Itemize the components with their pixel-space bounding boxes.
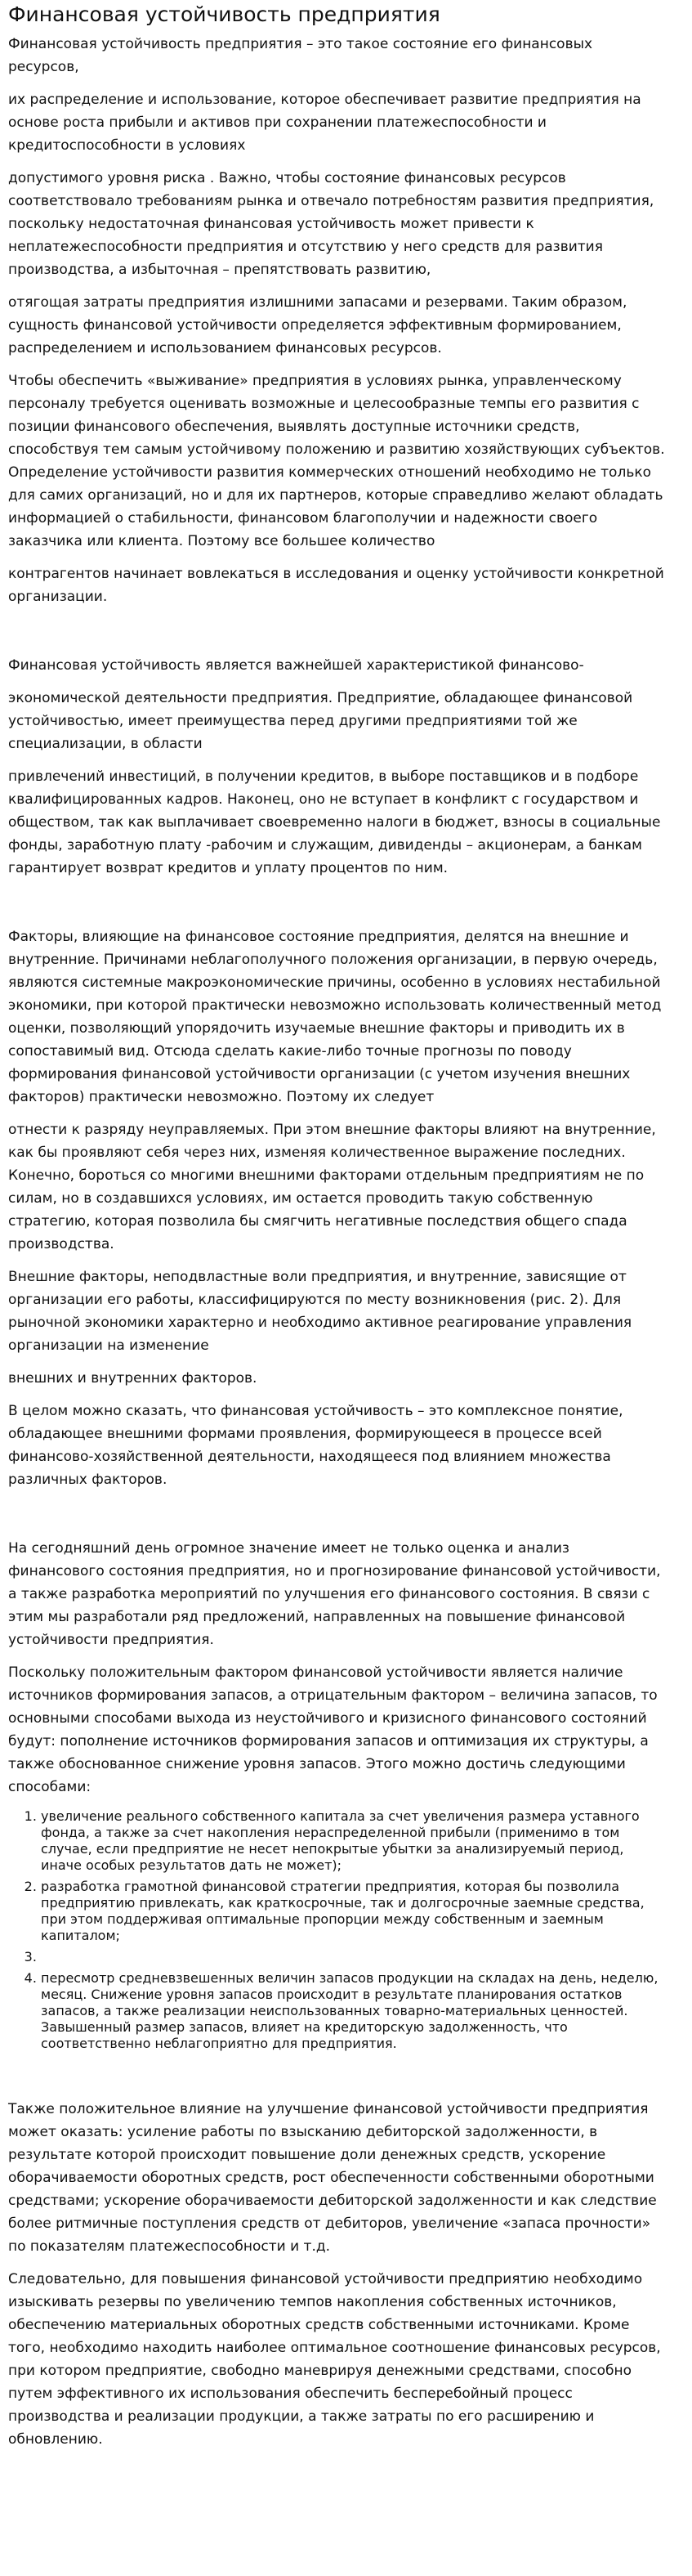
paragraph: контрагентов начинает вовлекаться в исследования и оценку устойчивости конкретной организации. <box>8 566 664 605</box>
paragraph: внешних и внутренних факторов. <box>8 1370 257 1387</box>
document-title: Финансовая устойчивость предприятия <box>8 2 440 26</box>
paragraph: Внешние факторы, неподвластные воли предприятия, и внутренние, зависящие от организации его работы, классифицируются по месту возникновения (рис. 2). Для рыночной экономики характерно и необходимо активное реагирование управления организации на изменение <box>8 1269 632 1354</box>
section-spacer <box>8 2062 667 2098</box>
paragraph: отнести к разряду неуправляемых. При этом внешние факторы влияют на внутренние, как бы проявляют себя через них, изменяя количественное выражение последних. Конечно, бороться со многими внешними факторами отдельным предприятиям не по силам, но в создавшихся условиях, им остается проводить такую собственную стратегию, которая позволила бы смягчить негативные последствия общего спада производства. <box>8 1122 656 1252</box>
paragraph: Финансовая устойчивость предприятия – это такое состояние его финансовых ресурсов, <box>8 36 593 75</box>
paragraph: Следовательно, для повышения финансовой устойчивости предприятию необходимо изыскивать резервы по увеличению темпов накопления собственных источников, обеспечению материальных оборотных средств собственными источниками. Кроме того, необходимо находить наиболее оптимальное соотношение финансовых ресурсов, при котором предприятие, свободно маневрируя денежными средствами, способно путем эффективного их использования обеспечить бесперебойный процесс производства и реализации продукции, а также затраты по его расширению и обновлению. <box>8 2271 661 2448</box>
paragraph: Поскольку положительным фактором финансовой устойчивости является наличие источников формирования запасов, а отрицательным фактором – величина запасов, то основными способами выхода из неустойчивого и кризисного финансового состояний будут: пополнение источников формирования запасов и оптимизация их структуры, а также обоснованное снижение уровня запасов. Этого можно достичь следующими способами: <box>8 1664 658 1795</box>
section-spacer <box>8 889 667 925</box>
list-item: 1. увеличение реального собственного капитала за счет увеличения размера уставного фонда, а также за счет накопления нераспределенной прибыли (применимо в том случае, если предприятие не несет непокрытые убытки за анализируемый период, иначе особых результатов дать не может); <box>41 1808 667 1874</box>
section-spacer <box>8 618 667 654</box>
list-item <box>41 1949 667 1965</box>
measures-list <box>8 1808 667 2052</box>
list-item: 4. пересмотр средневзвешенных величин запасов продукции на складах на день, неделю, месяц. Снижение уровня запасов происходит в результате планирования остатков запасов, а также реализации неиспользованных товарно-материальных ценностей. Завышенный размер запасов, влияет на кредиторскую задолженность, что соответственно неблагоприятно для предприятия. <box>41 1970 667 2052</box>
section-spacer <box>8 1501 667 1537</box>
paragraph: Также положительное влияние на улучшение финансовой устойчивости предприятия может оказать: усиление работы по взысканию дебиторской задолженности, в результате которой происходит повышение доли денежных средств, ускорение оборачиваемости оборотных средств, рост обеспеченности собственными оборотными средствами; ускорение оборачиваемости дебиторской задолженности и как следствие более ритмичные поступления средств от дебиторов, увеличение «запаса прочности» по показателям платежеспособности и т.д. <box>8 2101 657 2255</box>
paragraph: Чтобы обеспечить «выживание» предприятия в условиях рынка, управленческому персоналу требуется оценивать возможные и целесообразные темпы его развития с позиции финансового обеспечения, выявлять доступные источники средств, способствуя тем самым устойчивому положению и развитию хозяйствующих субъектов. Определение устойчивости развития коммерческих отношений необходимо не только для самих организаций, но и для их партнеров, которые справедливо желают обладать информацией о стабильности, финансовом благополучии и надежности своего заказчика или клиента. Поэтому все большее количество <box>8 373 665 549</box>
paragraph: Финансовая устойчивость является важнейшей характеристикой финансово- <box>8 657 584 674</box>
paragraph: их распределение и использование, которое обеспечивает развитие предприятия на основе роста прибыли и активов при сохранении платежеспособности и кредитоспособности в условиях <box>8 92 641 154</box>
paragraph: отягощая затраты предприятия излишними запасами и резервами. Таким образом, сущность финансовой устойчивости определяется эффективным формированием, распределением и использованием финансовых ресурсов. <box>8 294 627 356</box>
list-item: 2. разработка грамотной финансовой стратегии предприятия, которая бы позволила предприятию привлекать, как краткосрочные, так и долгосрочные заемные средства, при этом поддерживая оптимальные пропорции между собственным и заемным капиталом; <box>41 1879 667 1944</box>
paragraph: допустимого уровня риска . Важно, чтобы состояние финансовых ресурсов соответствовало требованиям рынка и отвечало потребностям развития предприятия, поскольку недостаточная финансовая устойчивость может привести к неплатежеспособности предприятия и отсутствию у него средств для развития производства, а избыточная – препятствовать развитию, <box>8 170 654 278</box>
paragraph: экономической деятельности предприятия. Предприятие, обладающее финансовой устойчивостью, имеет преимущества перед другими предприятиями той же специализации, в области <box>8 690 633 752</box>
paragraph: привлечений инвестиций, в получении кредитов, в выборе поставщиков и в подборе квалифицированных кадров. Наконец, оно не вступает в конфликт с государством и обществом, так как выплачивает своевременно налоги в бюджет, взносы в социальные фонды, заработную плату -рабочим и служащим, дивиденды – акционерам, а банкам гарантирует возврат кредитов и уплату процентов по ним. <box>8 768 661 876</box>
paragraph: Факторы, влияющие на финансовое состояние предприятия, делятся на внешние и внутренние. Причинами неблагополучного положения организации, в первую очередь, являются системные макроэкономические причины, особенно в условиях нестабильной экономики, при которой практически невозможно использовать количественный метод оценки, позволяющий упорядочить изучаемые внешние факторы и приводить их в сопоставимый вид. Отсюда сделать какие-либо точные прогнозы по поводу формирования финансовой устойчивости организации (с учетом изучения внешних факторов) практически невозможно. Поэтому их следует <box>8 929 662 1105</box>
paragraph: На сегодняшний день огромное значение имеет не только оценка и анализ финансового состояния предприятия, но и прогнозирование финансовой устойчивости, а также разработка мероприятий по улучшения его финансового состояния. В связи с этим мы разработали ряд предложений, направленных на повышение финансовой устойчивости предприятия. <box>8 1540 661 1648</box>
paragraph: В целом можно сказать, что финансовая устойчивость – это комплексное понятие, обладающее внешними формами проявления, формирующееся в процессе всей финансово-хозяйственной деятельности, находящееся под влиянием множества различных факторов. <box>8 1403 623 1488</box>
